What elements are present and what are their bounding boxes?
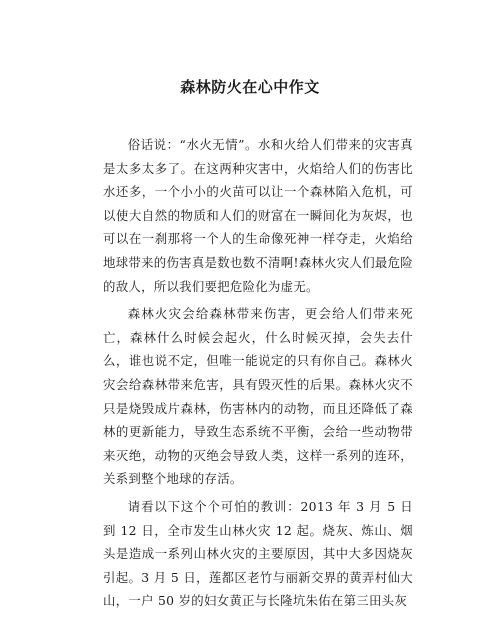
paragraph-2: 森林火灾会给森林带来伤害，更会给人们带来死亡，森林什么时候会起火，什么时候灭掉，会失去什么，谁也说不定，但唯一能说定的只有你自己。森林火灾会给森林带来危害，具有毁灭性的后果。森林火灾不只是烧毁成片森林，伤害林内的动物，而且还降低了森林的更新能力，导致生态系统不平衡，会给一些动物带来灭绝，动物的灭绝会导致人类，这样一系列的连环，关系到整个地球的存活。 [103,306,413,487]
paragraph-1: 俗话说：“水火无情”。水和火给人们带来的灾害真是太多太多了。在这两种灾害中，火焰给人们的伤害比水还多，一个小小的火苗可以让一个森林陷入危机，可以使大自然的物质和人们的财富在一瞬间化为灰烬，也可以在一刹那将一个人的生命像死神一样夺走，火焰给地球带来的伤害真是数也数不清啊!森林火灾人们最危险的敌人，所以我们要把危险化为虚无。 [103,137,413,294]
paragraph-3: 请看以下这个个可怕的教训：2013 年 3 月 5 日到 12 日，全市发生山林火灾 12 起。烧灰、炼山、烟头是造成一系列山林火灾的主要原因，其中大多因烧灰引起。3 月 5 日，莲都区老竹与丽新交界的黄弄村仙大山，一户 50 岁的妇女黄正与长隆坑朱佑在第三田头灰 [103,498,413,609]
document-title: 森林防火在心中作文 [180,78,320,96]
document-body [103,133,413,617]
